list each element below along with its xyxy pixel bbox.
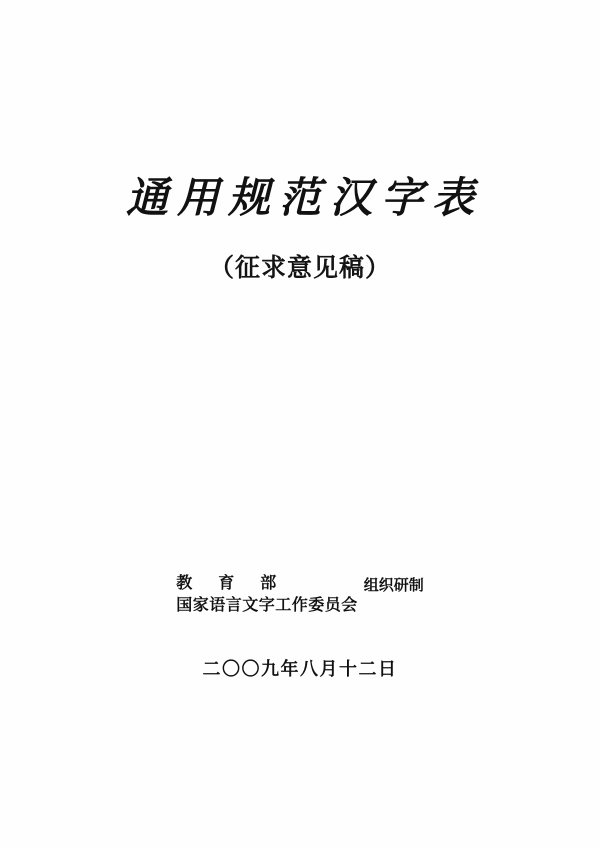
issuer-suffix: 组织研制 [363, 576, 424, 595]
document-subtitle: （征求意见稿） [208, 253, 391, 282]
issuer-row [176, 572, 424, 615]
document-date: 二〇〇九年八月十二日 [202, 659, 398, 680]
issuer-names [176, 572, 358, 615]
issuer-ministry: 教育部 [176, 573, 303, 592]
document-title: 通用规范汉字表 [125, 173, 483, 222]
issuer-block [0, 572, 600, 615]
issuer-committee: 国家语言文字工作委员会 [176, 594, 358, 614]
